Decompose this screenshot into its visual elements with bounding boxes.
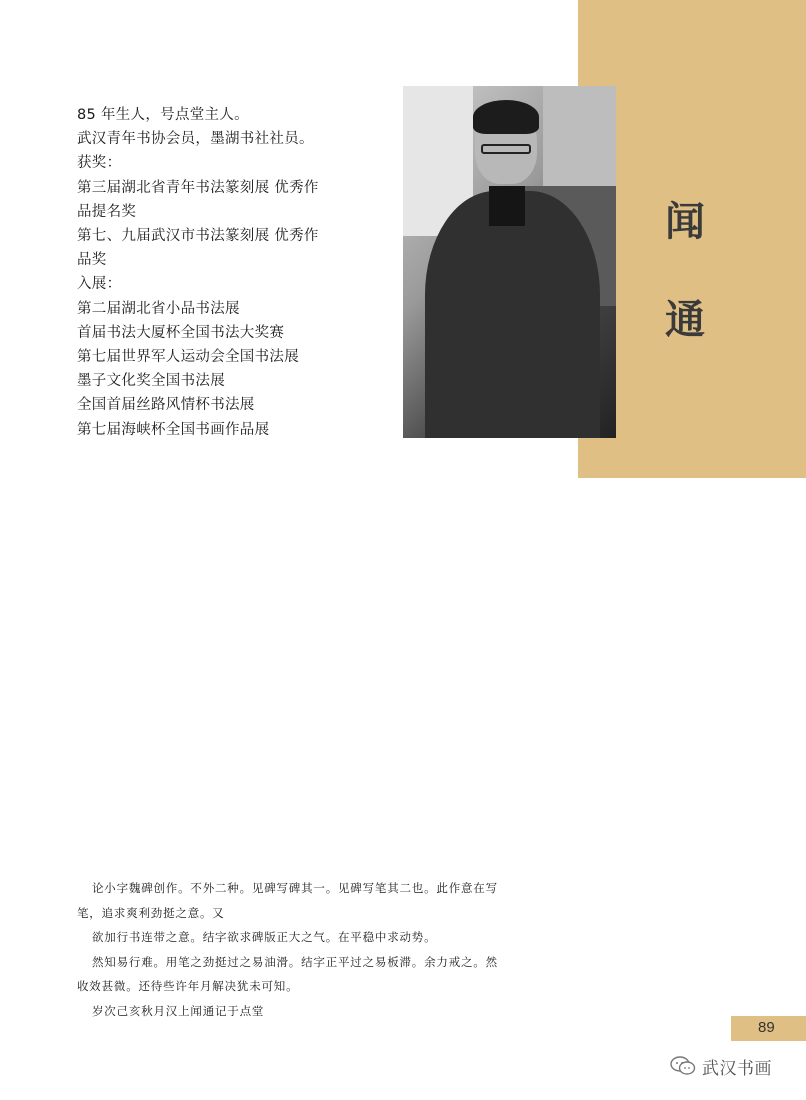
watermark-text: 武汉书画: [702, 1058, 772, 1079]
note-line: 收效甚微。还待些许年月解决犹未可知。: [77, 979, 299, 993]
artist-name-vertical: [655, 195, 715, 347]
artist-name-char-1: 闻: [665, 198, 705, 245]
bio-line: 第七届海峡杯全国书画作品展: [77, 421, 270, 438]
photo-figure-glasses: [481, 144, 531, 154]
note-line: 欲加行书连带之意。结字欲求碑版正大之气。在平稳中求动势。: [92, 930, 437, 944]
bio-line: 第七届世界军人运动会全国书法展: [77, 349, 299, 366]
bio-line: 获奖：: [77, 155, 122, 172]
page-number: 89: [758, 1019, 775, 1036]
photo-figure-jacket: [425, 191, 600, 438]
photo-figure-collar: [489, 186, 525, 226]
photo-background-portrait: [543, 86, 616, 196]
artist-name-char-2: 通: [665, 296, 705, 343]
bio-line: 墨子文化奖全国书法展: [77, 373, 225, 390]
bio-line: 第七、九届武汉市书法篆刻展 优秀作: [77, 228, 319, 245]
wechat-watermark: [670, 1052, 772, 1080]
bio-line: 品提名奖: [77, 203, 137, 220]
artist-bio: [77, 103, 377, 442]
bio-line: 首届书法大厦杯全国书法大奖赛: [77, 324, 285, 341]
note-line: 岁次己亥秋月汉上闻通记于点堂: [92, 1003, 265, 1018]
note-line: 然知易行难。用笔之劲挺过之易油滑。结字正平过之易板滞。余力戒之。然: [92, 954, 498, 969]
note-line: 论小字魏碑创作。不外二种。见碑写碑其一。见碑写笔其二也。此作意在写: [92, 881, 498, 895]
bio-line: 85 年生人，号点堂主人。: [77, 107, 249, 123]
bio-line: 入展：: [77, 276, 122, 293]
wechat-icon: [670, 1056, 696, 1076]
bio-line: 全国首届丝路风情杯书法展: [77, 397, 255, 414]
bio-line: 第三届湖北省青年书法篆刻展 优秀作: [77, 179, 319, 196]
artist-portrait-photo: [403, 86, 616, 438]
bio-line: 品奖: [77, 252, 107, 269]
artwork-note: [77, 876, 587, 1023]
photo-figure-hair: [473, 100, 539, 134]
bio-line: 武汉青年书协会员，墨湖书社社员。: [77, 131, 314, 148]
note-line: 笔，追求爽利劲挺之意。又: [77, 905, 225, 920]
bio-line: 第二届湖北省小品书法展: [77, 300, 240, 317]
